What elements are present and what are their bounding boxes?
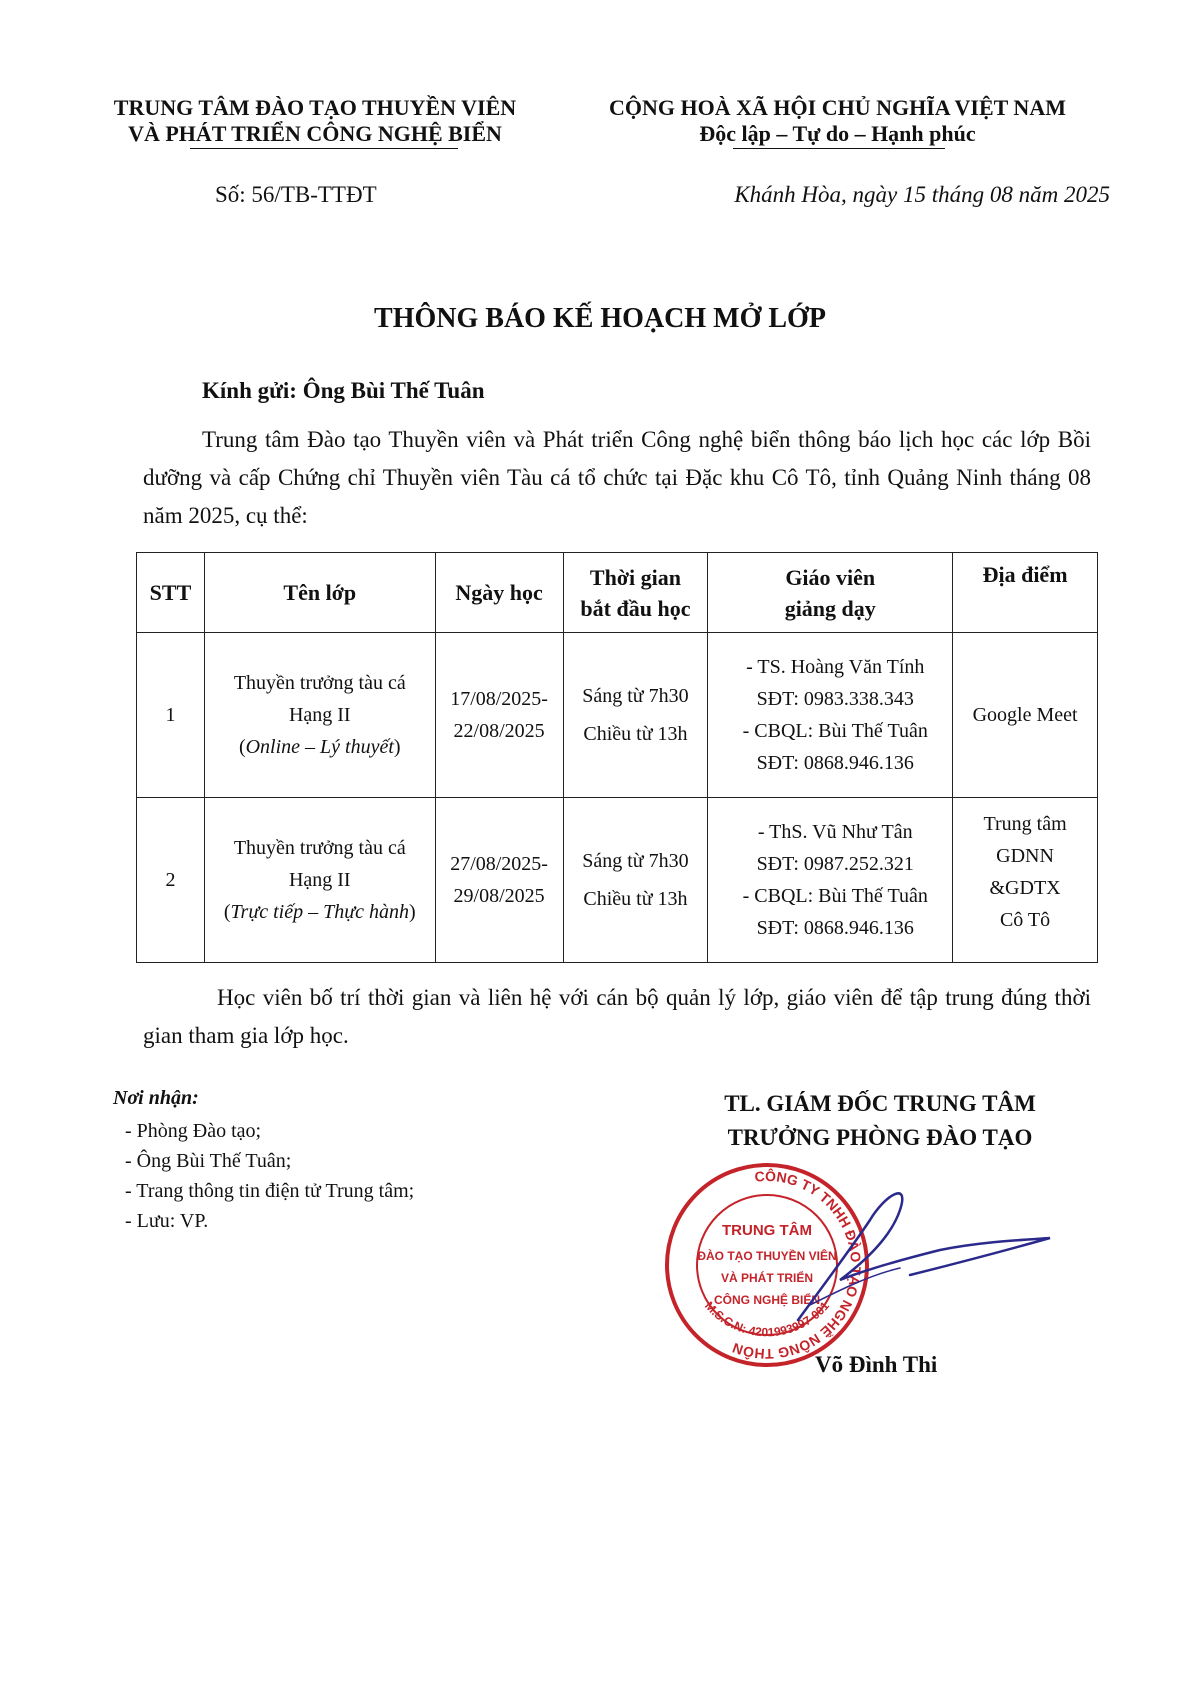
cell-teacher xyxy=(708,798,953,963)
org-underline xyxy=(190,148,458,149)
stamp-code-text: M.S.C.N: 4201993997-001 xyxy=(702,1298,832,1340)
cell-class xyxy=(204,798,435,963)
signer-name: Võ Đình Thi xyxy=(815,1352,938,1377)
col-header-dates: Ngày học xyxy=(435,553,563,633)
motto-underline xyxy=(733,148,945,149)
cell-start-time xyxy=(563,798,708,963)
class-name-line2: Hạng II xyxy=(288,704,351,726)
location-line: Google Meet xyxy=(972,704,1078,726)
intro-paragraph xyxy=(143,421,1091,535)
organization-header xyxy=(100,95,530,147)
teacher-phone: SĐT: 0987.252.321 xyxy=(756,853,914,875)
date-from: 17/08/2025- xyxy=(450,688,548,710)
list-item: - Lưu: VP. xyxy=(125,1210,209,1232)
location-line: Trung tâm xyxy=(983,813,1067,835)
signature-title-line1: TL. GIÁM ĐỐC TRUNG TÂM xyxy=(724,1091,1036,1116)
cell-teacher xyxy=(708,633,953,798)
country-name: CỘNG HOÀ XÃ HỘI CHỦ NGHĨA VIỆT NAM xyxy=(609,95,1066,120)
class-mode-open-paren: ( xyxy=(223,901,231,923)
national-motto: Độc lập – Tự do – Hạnh phúc xyxy=(699,121,976,146)
list-item: - Ông Bùi Thế Tuân; xyxy=(125,1150,292,1172)
manager-phone: SĐT: 0868.946.136 xyxy=(756,917,914,939)
manager-name: - CBQL: Bùi Thế Tuân xyxy=(742,720,928,742)
cell-location xyxy=(953,633,1098,798)
col-header-start-time-line2: bắt đầu học xyxy=(580,595,691,621)
class-mode-text: Trực tiếp – Thực hành xyxy=(230,901,410,923)
recipient-line: Kính gửi: Ông Bùi Thế Tuân xyxy=(202,378,485,403)
org-name-line2: VÀ PHÁT TRIỂN CÔNG NGHỆ BIỂN xyxy=(128,121,502,146)
closing-text: Học viên bố trí thời gian và liên hệ với cán bộ quản lý lớp, giáo viên để tập trung đúng thời gian tham gia lớp học. xyxy=(143,985,1091,1048)
location-line: &GDTX xyxy=(989,877,1061,899)
cell-stt: 1 xyxy=(137,633,205,798)
cell-dates xyxy=(435,798,563,963)
table-row xyxy=(137,798,1098,963)
cell-class xyxy=(204,633,435,798)
stamp-ring-text: CÔNG TY TNHH ĐÀO TẠO NGHỀ NÔNG THÔN xyxy=(730,1167,865,1363)
col-header-start-time-line1: Thời gian xyxy=(589,564,681,590)
class-mode-open-paren: ( xyxy=(238,736,246,758)
cell-start-time xyxy=(563,633,708,798)
handwritten-signature xyxy=(750,1170,1080,1340)
teacher-name: - ThS. Vũ Như Tân xyxy=(757,821,913,843)
manager-name: - CBQL: Bùi Thế Tuân xyxy=(742,885,928,907)
teacher-phone: SĐT: 0983.338.343 xyxy=(756,688,914,710)
col-header-start-time xyxy=(563,553,708,633)
col-header-stt: STT xyxy=(137,553,205,633)
class-name-line1: Thuyền trưởng tàu cá xyxy=(233,837,406,859)
org-name-line1: TRUNG TÂM ĐÀO TẠO THUYỀN VIÊN xyxy=(113,95,517,120)
date-from: 27/08/2025- xyxy=(450,853,548,875)
date-to: 22/08/2025 xyxy=(453,720,545,742)
teacher-name: - TS. Hoàng Văn Tính xyxy=(746,656,925,678)
schedule-table xyxy=(136,552,1098,963)
manager-phone: SĐT: 0868.946.136 xyxy=(756,752,914,774)
class-name-line1: Thuyền trưởng tàu cá xyxy=(233,672,406,694)
national-header xyxy=(565,95,1110,147)
class-mode-close-paren: ) xyxy=(393,736,401,758)
intro-text: Trung tâm Đào tạo Thuyền viên và Phát triển Công nghệ biển thông báo lịch học các lớp Bồi dưỡng và cấp Chứng chỉ Thuyền viên Tàu cá tổ chức tại Đặc khu Cô Tô, tỉnh Quảng Ninh tháng 08 năm 2025, cụ thể: xyxy=(143,427,1091,528)
cell-location xyxy=(953,798,1098,963)
time-afternoon: Chiều từ 13h xyxy=(583,888,688,910)
table-header-row xyxy=(137,553,1098,633)
cell-dates xyxy=(435,633,563,798)
stamp-center-line1: TRUNG TÂM xyxy=(722,1222,812,1239)
recipients-title: Nơi nhận: xyxy=(113,1087,199,1109)
time-morning: Sáng từ 7h30 xyxy=(582,850,689,872)
stamp-center-line4: CÔNG NGHỆ BIỂN xyxy=(713,1293,821,1307)
document-title: THÔNG BÁO KẾ HOẠCH MỞ LỚP xyxy=(374,303,826,334)
table-row xyxy=(137,633,1098,798)
class-mode xyxy=(205,896,435,928)
col-header-teacher-line2: giảng dạy xyxy=(784,595,876,621)
place-date: Khánh Hòa, ngày 15 tháng 08 năm 2025 xyxy=(734,182,1110,207)
list-item: - Trang thông tin điện tử Trung tâm; xyxy=(125,1180,415,1202)
signature-title-line2: TRƯỞNG PHÒNG ĐÀO TẠO xyxy=(727,1125,1033,1150)
col-header-teacher xyxy=(708,553,953,633)
class-mode-text: Online – Lý thuyết xyxy=(245,736,394,758)
list-item: - Phòng Đào tạo; xyxy=(125,1120,262,1142)
class-mode-close-paren: ) xyxy=(409,901,416,923)
time-morning: Sáng từ 7h30 xyxy=(582,685,689,707)
signature-title xyxy=(680,1087,1080,1155)
location-line: GDNN xyxy=(996,845,1054,867)
col-header-class: Tên lớp xyxy=(204,553,435,633)
col-header-location: Địa điểm xyxy=(953,553,1098,633)
col-header-teacher-line1: Giáo viên xyxy=(785,564,876,590)
stamp-center-line3: VÀ PHÁT TRIỂN xyxy=(720,1271,814,1285)
time-afternoon: Chiều từ 13h xyxy=(583,723,688,745)
date-to: 29/08/2025 xyxy=(453,885,545,907)
closing-paragraph xyxy=(143,979,1091,1055)
class-name-line2: Hạng II xyxy=(288,869,351,891)
location-line: Cô Tô xyxy=(999,909,1051,931)
recipients-list xyxy=(125,1116,414,1236)
cell-stt: 2 xyxy=(137,798,205,963)
stamp-center-line2: ĐÀO TẠO THUYỀN VIÊN xyxy=(697,1249,837,1263)
document-number: Số: 56/TB-TTĐT xyxy=(215,182,377,207)
class-mode xyxy=(205,731,435,763)
